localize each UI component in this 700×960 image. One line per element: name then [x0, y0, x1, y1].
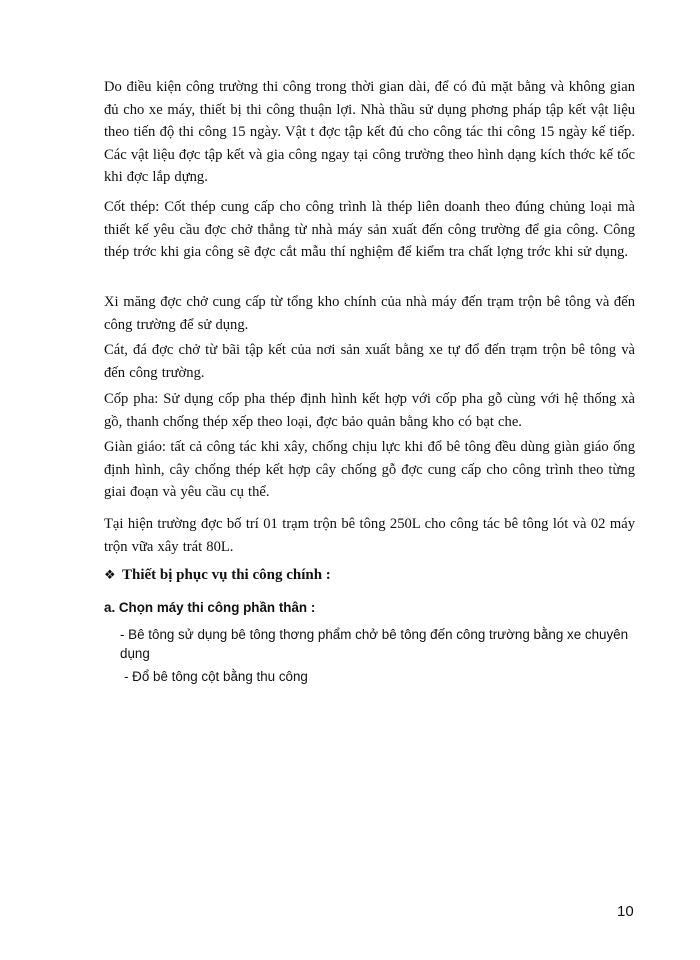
paragraph-site-conditions: Do điều kiện công trường thi công trong thời gian dài, để có đủ mặt bằng và không gian đủ cho xe máy, thiết bị thi công thuận lợi. Nhà thầu sử dụng phơng pháp tập kết vật liệu theo tiến độ thi công 15 ngày. Vật t đợc tập kết đủ cho công tác thi công 15 ngày kế tiếp. Các vật liệu đợc tập kết và gia công ngay tại công trường theo hình dạng kích thớc kế tốc khi đợc lắp dựng.: [104, 79, 635, 185]
diamond-bullet-icon: ❖: [104, 568, 116, 583]
section-heading-text: Thiết bị phục vụ thi công chính :: [122, 567, 331, 583]
list-item: - Bê tông sử dụng bê tông thơng phẩm chở bê tông đến công trường bằng xe chuyên dụng: [120, 627, 629, 661]
paragraph-steel: Cốt thép: Cốt thép cung cấp cho công trình là thép liên doanh theo đúng chủng loại mà thiết kế yêu cầu đợc chở thẳng từ nhà máy sản xuất đến công trường để gia công. Công thép trớc khi gia công sẽ đợc cắt mẫu thí nghiệm để kiểm tra chất lợng trớc khi sử dụng.: [104, 199, 635, 260]
list-item: - Đổ bê tông cột bằng thu công: [124, 669, 308, 684]
page-number: 10: [617, 903, 634, 920]
section-heading: [104, 567, 331, 584]
paragraph-cement: Xi măng đợc chở cung cấp từ tổng kho chính của nhà máy đến trạm trộn bê tông và đến công trường để sử dụng.: [104, 294, 635, 333]
paragraph-formwork: Cốp pha: Sử dụng cốp pha thép định hình kết hợp với cốp pha gỗ cùng với hệ thống xà gồ, thanh chống thép xếp theo loại, đợc bảo quản bằng kho có bạt che.: [104, 391, 635, 430]
subsection-heading: a. Chọn máy thi công phần thân :: [104, 600, 316, 615]
paragraph-on-site-equipment: Tại hiện trường đợc bố trí 01 trạm trộn bê tông 250L cho công tác bê tông lót và 02 máy trộn vữa xây trát 80L.: [104, 516, 635, 555]
paragraph-sand-stone: Cát, đá đợc chở từ bãi tập kết của nơi sản xuất bằng xe tự đổ đến trạm trộn bê tông và đến công trường.: [104, 342, 635, 381]
paragraph-scaffolding: Giàn giáo: tất cả công tác khi xây, chống chịu lực khi đổ bê tông đều dùng giàn giáo ống định hình, cây chống thép kết hợp cây chống gỗ đợc cung cấp cho công trình theo từng giai đoạn và yêu cầu cụ thể.: [104, 439, 635, 500]
